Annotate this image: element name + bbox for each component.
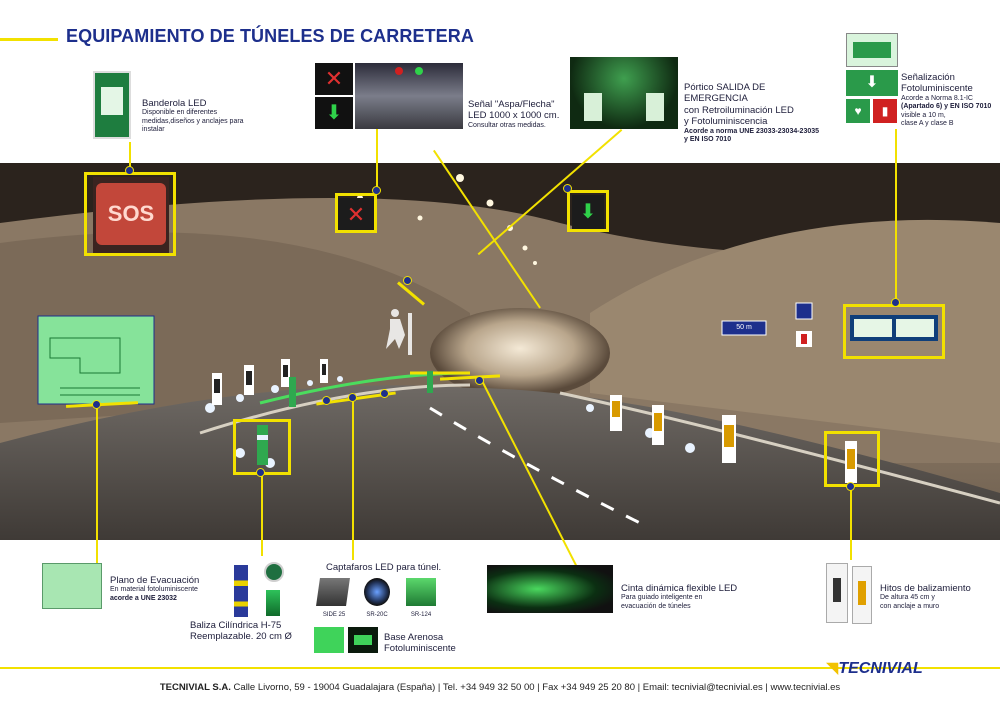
highlight-signage	[843, 304, 945, 359]
captafaro-sr124-image	[406, 578, 436, 606]
dot	[475, 376, 484, 385]
leader-captafaros	[352, 400, 354, 560]
dot	[92, 400, 101, 409]
baliza-green-image	[266, 590, 280, 616]
footer-web[interactable]: www.tecnivial.es	[770, 682, 841, 693]
callout-senal	[468, 99, 568, 130]
highlight-beacon	[233, 419, 291, 475]
dot	[372, 186, 381, 195]
dot	[846, 482, 855, 491]
plano-sub2: acorde a UNE 23032	[110, 594, 177, 602]
senalizacion-line1: Señalización	[901, 72, 955, 83]
highlight-lane-x	[335, 193, 377, 233]
cinta-led-image	[487, 565, 613, 613]
leader-plano	[96, 406, 98, 566]
plano-image	[42, 563, 102, 609]
aspa-x-icon: ✕	[315, 63, 353, 95]
footer-contact: TECNIVIAL S.A. Calle Livorno, 59 - 19004 Guadalajara (España) | Tel. +34 949 32 50 00 | Fax +34 949 25 20 80 | Email: tecnivial@tecnivial.es | www.tecnivial.es	[159, 682, 841, 693]
cinta-sub2: evacuación de túneles	[621, 602, 691, 610]
senal-sub: Consultar otras medidas.	[468, 121, 546, 129]
footer-address: Calle Livorno, 59 - 19004 Guadalajara (España)	[233, 682, 436, 693]
captafaro-label-1: SIDE 25	[322, 612, 346, 618]
callout-hitos	[880, 583, 998, 611]
callout-baliza	[190, 620, 300, 643]
senal-tunnel-photo	[355, 63, 463, 129]
portico-sub1: Acorde a norma UNE 23033-23034-23035	[684, 127, 820, 135]
exit-sign-image	[846, 33, 898, 67]
footer-tel: Tel. +34 949 32 50 00	[442, 682, 535, 693]
flecha-arrow-icon: ⬇	[315, 97, 353, 129]
footer-fax: Fax +34 949 25 20 80	[542, 682, 635, 693]
baliza-line2: Reemplazable. 20 cm Ø	[190, 631, 292, 643]
base-arenosa-image-1	[314, 627, 344, 653]
lane-signal-arrow-icon: ⬇	[572, 195, 604, 229]
highlight-lane-arrow	[567, 190, 609, 232]
tecnivial-logo	[826, 658, 923, 678]
header-accent-bar	[0, 38, 58, 41]
dot	[380, 389, 389, 398]
highlight-bollard	[824, 431, 880, 487]
dot	[891, 298, 900, 307]
senalizacion-sub4: clase A y clase B	[901, 119, 954, 127]
banderola-title: Banderola LED	[142, 98, 207, 109]
banderola-led-image	[93, 71, 131, 139]
hitos-title: Hitos de balizamiento	[880, 583, 971, 594]
portico-image	[570, 57, 678, 129]
footer-company: TECNIVIAL S.A.	[159, 682, 231, 693]
callout-portico	[684, 82, 824, 144]
portico-line2: con Retroiluminación LED	[684, 104, 794, 116]
leader-senalizacion	[895, 129, 897, 303]
leader-hitos	[850, 486, 852, 560]
arrow-down-sign-icon: ⬇	[846, 70, 898, 96]
callout-plano	[110, 575, 230, 603]
logo-text: TECNIVIAL	[838, 660, 923, 677]
dot	[563, 184, 572, 193]
leader-baliza	[261, 474, 263, 556]
base-arenosa-image-2	[348, 627, 378, 653]
captafaro-side25-image	[316, 578, 350, 606]
baliza-top-image	[264, 562, 284, 582]
senalizacion-line2: Fotoluminiscente	[901, 83, 973, 95]
cinta-sub1: Para guiado inteligente en	[621, 594, 703, 602]
captafaros-title: Captafaros LED para túnel.	[326, 562, 442, 573]
senalizacion-sub2: (Apartado 6) y EN ISO 7010	[901, 103, 992, 111]
callout-captafaros	[326, 562, 476, 573]
captafaro-label-3: SR-124	[410, 612, 432, 618]
senal-title: Señal "Aspa/Flecha"	[468, 99, 555, 110]
plano-title: Plano de Evacuación	[110, 575, 200, 586]
baliza-line1: Baliza Cilíndrica H-75	[190, 620, 282, 631]
defibrillator-icon: ♥	[846, 99, 870, 123]
footer-email[interactable]: Email: tecnivial@tecnivial.es	[642, 682, 763, 693]
captafaro-label-2: SR-20C	[366, 612, 388, 618]
lane-signal-x-icon: ✕	[338, 198, 374, 232]
extinguisher-icon: ▮	[873, 99, 897, 123]
senalizacion-sub3: visible a 10 m,	[901, 111, 946, 119]
highlight-sos	[84, 172, 176, 256]
dot	[256, 468, 265, 477]
portico-sub2: y EN ISO 7010	[684, 135, 732, 143]
portico-line1: Pórtico SALIDA DE EMERGENCIA	[684, 82, 766, 105]
dot	[403, 276, 412, 285]
callout-banderola	[142, 98, 262, 135]
base-line1: Base Arenosa	[384, 632, 444, 643]
callout-base	[384, 632, 484, 655]
callout-senalizacion	[901, 72, 999, 128]
base-line2: Fotoluminiscente	[384, 643, 456, 655]
page-title: EQUIPAMIENTO DE TÚNELES DE CARRETERA	[66, 26, 474, 46]
logo-mark-icon: ◥	[826, 660, 839, 677]
hito-image-1	[826, 563, 848, 623]
captafaro-sr20c-image	[364, 578, 390, 606]
senalizacion-sub1: Acorde a Norma 8.1-IC	[901, 94, 973, 102]
baliza-blue-image	[234, 565, 248, 617]
dot	[322, 396, 331, 405]
senal-line2: LED 1000 x 1000 cm.	[468, 110, 560, 122]
cinta-title: Cinta dinámica flexible LED	[621, 583, 738, 594]
distance-sign: 50 m	[736, 324, 752, 331]
hitos-sub2: con anclaje a muro	[880, 602, 940, 610]
dot	[125, 166, 134, 175]
hitos-sub1: De altura 45 cm y	[880, 594, 935, 602]
plano-sub1: En material fotoluminiscente	[110, 586, 198, 594]
callout-cinta	[621, 583, 761, 611]
sos-sign: SOS	[96, 183, 166, 245]
portico-line3: y Fotoluminiscencia	[684, 116, 768, 128]
hito-image-2	[852, 566, 872, 624]
banderola-sub: Disponible en diferentes medidas,diseños y anclajes para instalar	[142, 109, 244, 134]
dot	[348, 393, 357, 402]
